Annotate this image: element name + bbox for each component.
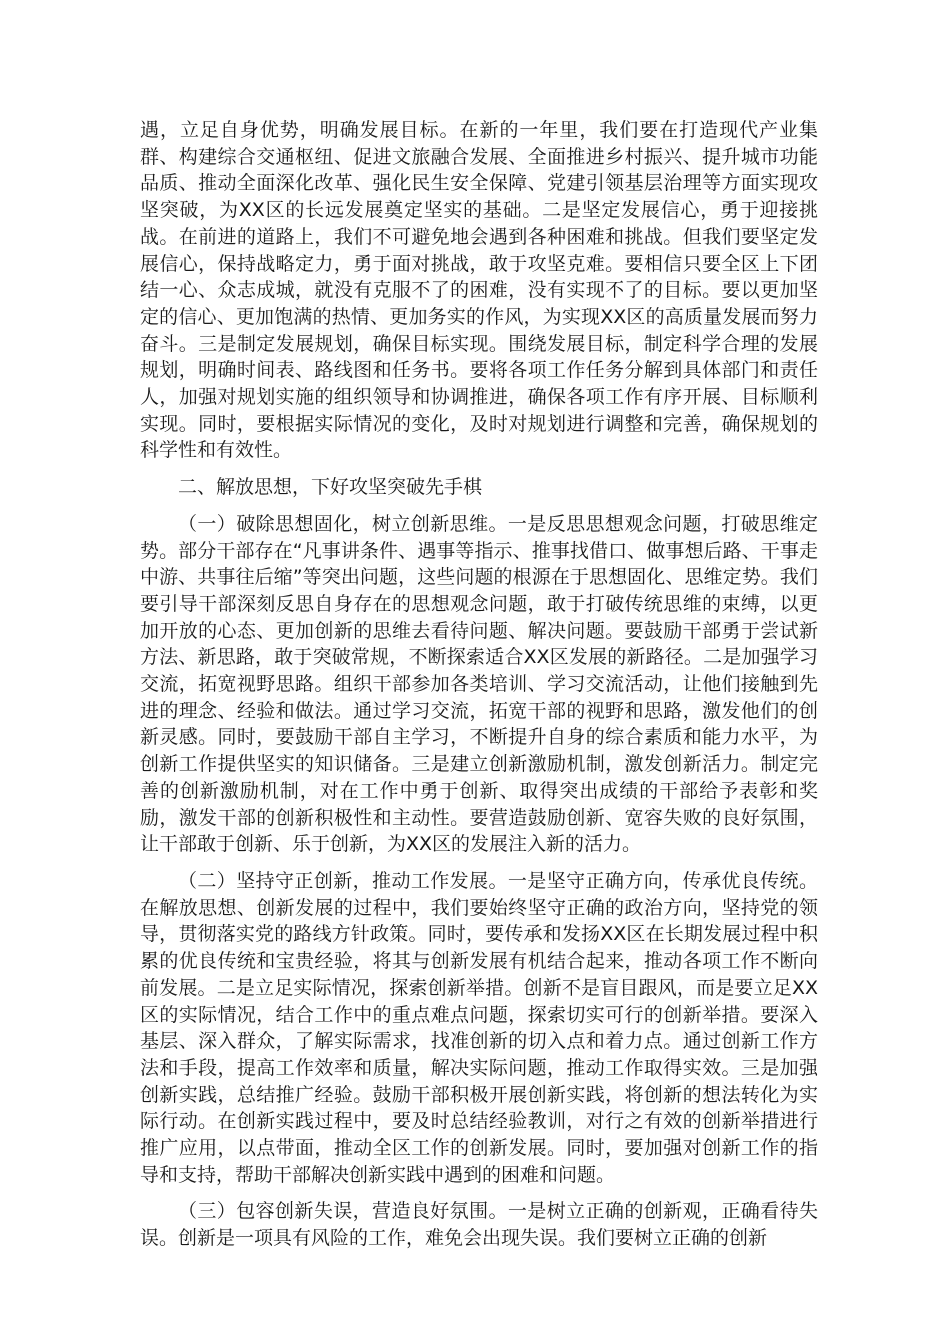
body-paragraph: （二）坚持守正创新，推动工作发展。一是坚守正确方向，传承优良传统。在解放思想、创新发展的过程中，我们要始终坚守正确的政治方向，坚持党的领导，贯彻落实党的路线方针政策。同时，要传承和发扬XX区在长期发展过程中积累的优良传统和宝贵经验，将其与创新发展有机结合起来，推动各项工作不断向前发展。二是立足实际情况，探索创新举措。创新不是盲目跟风，而是要立足XX区的实际情况，结合工作中的重点难点问题，探索切实可行的创新举措。要深入基层、深入群众，了解实际需求，找准创新的切入点和着力点。通过创新工作方法和手段，提高工作效率和质量，解决实际问题，推动工作取得实效。三是加强创新实践，总结推广经验。鼓励干部积极开展创新实践，将创新的想法转化为实际行动。在创新实践过程中，要及时总结经验教训，对行之有效的创新举措进行推广应用，以点带面，推动全区工作的创新发展。同时，要加强对创新工作的指导和支持，帮助干部解决创新实践中遇到的困难和问题。 (140, 869, 818, 1186)
body-paragraph: （三）包容创新失误，营造良好氛围。一是树立正确的创新观，正确看待失误。创新是一项具有风险的工作，难免会出现失误。我们要树立正确的创新 (140, 1200, 818, 1250)
document-body (140, 117, 818, 1262)
body-paragraph: （一）破除思想固化，树立创新思维。一是反思思想观念问题，打破思维定势。部分干部存在“凡事讲条件、遇事等指示、推事找借口、做事想后路、干事走中游、共事往后缩”等突出问题，这些问题的根源在于思想固化、思维定势。我们要引导干部深刻反思自身存在的思想观念问题，敢于打破传统思维的束缚，以更加开放的心态、更加创新的思维去看待问题、解决问题。要鼓励干部勇于尝试新方法、新思路，敢于突破常规，不断探索适合XX区发展的新路径。二是加强学习交流，拓宽视野思路。组织干部参加各类培训、学习交流活动，让他们接触到先进的理念、经验和做法。通过学习交流，拓宽干部的视野和思路，激发他们的创新灵感。同时，要鼓励干部自主学习，不断提升自身的综合素质和能力水平，为创新工作提供坚实的知识储备。三是建立创新激励机制，激发创新活力。制定完善的创新激励机制，对在工作中勇于创新、取得突出成绩的干部给予表彰和奖励，激发干部的创新积极性和主动性。要营造鼓励创新、宽容失败的良好氛围，让干部敢于创新、乐于创新，为XX区的发展注入新的活力。 (140, 512, 818, 856)
body-paragraph: 遇，立足自身优势，明确发展目标。在新的一年里，我们要在打造现代产业集群、构建综合交通枢纽、促进文旅融合发展、全面推进乡村振兴、提升城市功能品质、推动全面深化改革、强化民生安全保障、党建引领基层治理等方面实现攻坚突破，为XX区的长远发展奠定坚实的基础。二是坚定发展信心，勇于迎接挑战。在前进的道路上，我们不可避免地会遇到各种困难和挑战。但我们要坚定发展信心，保持战略定力，勇于面对挑战，敢于攻坚克难。要相信只要全区上下团结一心、众志成城，就没有克服不了的困难，没有实现不了的目标。要以更加坚定的信心、更加饱满的热情、更加务实的作风，为实现XX区的高质量发展而努力奋斗。三是制定发展规划，确保目标实现。围绕发展目标，制定科学合理的发展规划，明确时间表、路线图和任务书。要将各项工作任务分解到具体部门和责任人，加强对规划实施的组织领导和协调推进，确保各项工作有序开展、目标顺利实现。同时，要根据实际情况的变化，及时对规划进行调整和完善，确保规划的科学性和有效性。 (140, 119, 818, 462)
section-heading: 二、解放思想，下好攻坚突破先手棋 (178, 476, 483, 499)
